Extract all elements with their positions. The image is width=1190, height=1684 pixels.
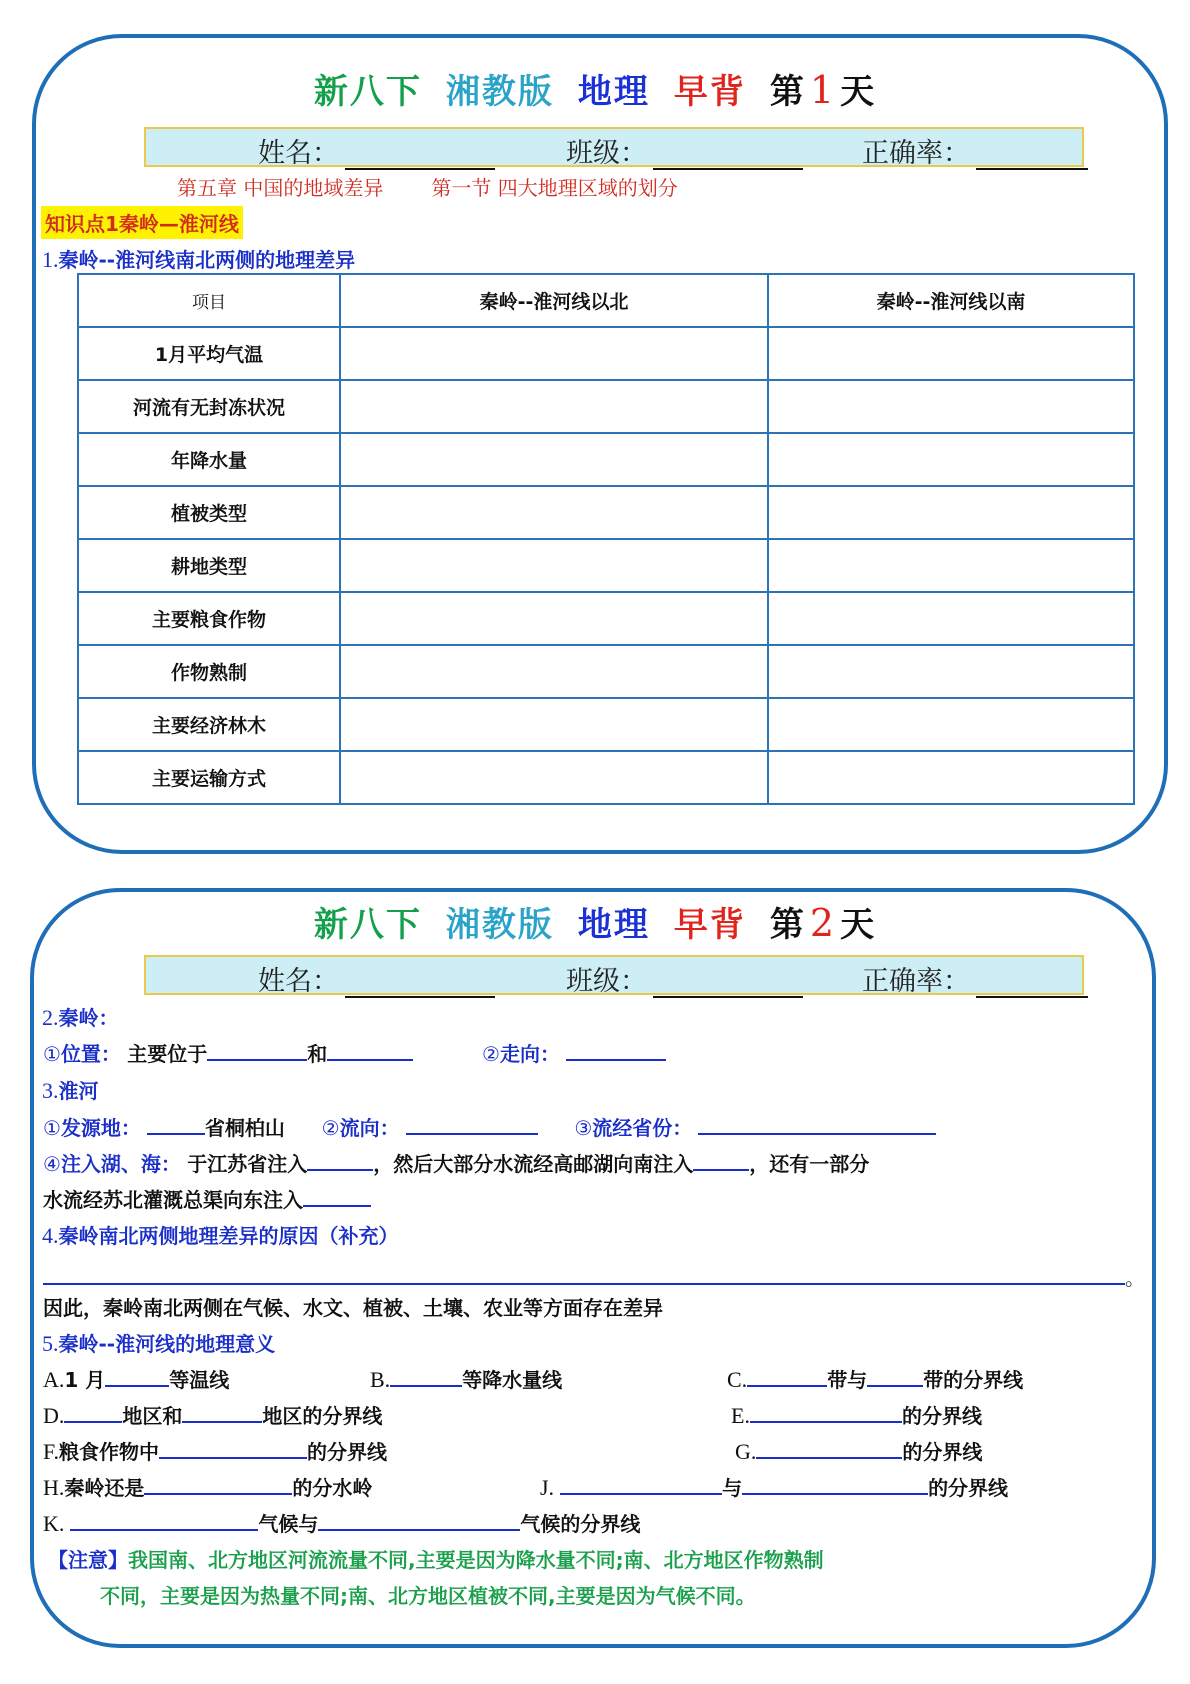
- q5-item-d: D. 地区和 地区的分界线: [43, 1403, 383, 1428]
- q4-conclusion: 因此，秦岭南北两侧在气候、水文、植被、土壤、农业等方面存在差异: [43, 1296, 663, 1320]
- blank[interactable]: [390, 1365, 462, 1387]
- answer-cell[interactable]: [340, 327, 768, 380]
- day2-name-bar: [144, 955, 1084, 995]
- blank[interactable]: [327, 1039, 413, 1061]
- note-line-2: 不同，主要是因为热量不同;南、北方地区植被不同,主要是因为气候不同。: [100, 1584, 756, 1608]
- blank[interactable]: [742, 1473, 928, 1495]
- table-row: [78, 751, 1134, 804]
- q5-item-c: C. 带与 带的分界线: [727, 1367, 1024, 1392]
- accuracy-field[interactable]: 正确率：: [862, 959, 1088, 998]
- q5-item-f: F.粮食作物中 的分界线: [43, 1439, 387, 1464]
- blank[interactable]: [318, 1509, 520, 1531]
- day2-title: [0, 897, 1190, 946]
- answer-cell[interactable]: [340, 698, 768, 751]
- q2-row: ①位置： 主要位于 和 ②走向：: [43, 1038, 666, 1067]
- row-label: 河流有无封冻状况: [78, 380, 340, 433]
- table-header: 秦岭--淮河线以南: [768, 274, 1134, 327]
- blank[interactable]: [43, 1263, 1125, 1285]
- title-grade: 新八下: [313, 905, 422, 945]
- title-di: 第: [769, 72, 806, 112]
- title-day-number: 1: [809, 68, 837, 112]
- name-field[interactable]: 姓名：: [258, 959, 495, 998]
- answer-cell[interactable]: [768, 592, 1134, 645]
- day1-name-bar: [144, 127, 1084, 167]
- blank[interactable]: [698, 1113, 936, 1135]
- answer-cell[interactable]: [768, 327, 1134, 380]
- blank[interactable]: [747, 1365, 827, 1387]
- table-header-row: [78, 274, 1134, 327]
- day1-title: [0, 64, 1190, 113]
- title-grade: 新八下: [313, 72, 422, 112]
- q5-item-j: J. 与 的分界线: [540, 1475, 1009, 1500]
- blank[interactable]: [105, 1365, 169, 1387]
- title-subject: 地理: [577, 905, 650, 945]
- title-edition: 湘教版: [445, 72, 554, 112]
- row-label: 主要经济林木: [78, 698, 340, 751]
- blank[interactable]: [70, 1509, 258, 1531]
- row-label: 1月平均气温: [78, 327, 340, 380]
- title-day-number: 2: [809, 901, 837, 945]
- north-south-difference-table: [77, 273, 1135, 805]
- blank[interactable]: [307, 1149, 373, 1171]
- blank[interactable]: [147, 1113, 205, 1135]
- table-header: 秦岭--淮河线以北: [340, 274, 768, 327]
- q3-source-row: ①发源地： 省桐柏山 ②流向： ③流经省份：: [43, 1112, 936, 1141]
- blank[interactable]: [406, 1113, 538, 1135]
- blank[interactable]: [750, 1401, 902, 1423]
- note-line-1: 【注意】我国南、北方地区河流流量不同,主要是因为降水量不同;南、北方地区作物熟制: [48, 1548, 824, 1572]
- q4-answer-line: 。: [43, 1262, 1145, 1291]
- blank[interactable]: [693, 1149, 749, 1171]
- answer-cell[interactable]: [340, 380, 768, 433]
- q3-inflow-row: ④注入湖、海： 于江苏省注入 ，然后大部分水流经高邮湖向南注入 ，还有一部分: [43, 1148, 869, 1177]
- question-1-heading: 1.秦岭--淮河线南北两侧的地理差异: [42, 247, 356, 272]
- table-row: [78, 645, 1134, 698]
- table-row: [78, 486, 1134, 539]
- blank[interactable]: [756, 1437, 902, 1459]
- blank[interactable]: [159, 1437, 307, 1459]
- q5-item-b: B. 等降水量线: [370, 1367, 563, 1392]
- title-edition: 湘教版: [445, 905, 554, 945]
- q3-inflow-row-2: 水流经苏北灌溉总渠向东注入: [43, 1184, 371, 1213]
- q5-item-h: H.秦岭还是 的分水岭: [43, 1475, 373, 1500]
- question-3-heading: 3.淮河: [42, 1078, 99, 1103]
- answer-cell[interactable]: [340, 486, 768, 539]
- table-row: [78, 380, 1134, 433]
- answer-cell[interactable]: [340, 645, 768, 698]
- row-label: 主要运输方式: [78, 751, 340, 804]
- blank[interactable]: [64, 1401, 122, 1423]
- answer-cell[interactable]: [340, 592, 768, 645]
- answer-cell[interactable]: [340, 751, 768, 804]
- title-subject: 地理: [577, 72, 650, 112]
- blank[interactable]: [867, 1365, 923, 1387]
- title-morning: 早背: [673, 905, 746, 945]
- blank[interactable]: [182, 1401, 262, 1423]
- answer-cell[interactable]: [340, 433, 768, 486]
- circled-number-1: ①: [43, 1042, 61, 1066]
- table-row: [78, 698, 1134, 751]
- title-tian: 天: [840, 905, 877, 945]
- blank[interactable]: [560, 1473, 722, 1495]
- chapter-heading: 第五章 中国的地域差异 第一节 四大地理区域的划分: [177, 176, 678, 200]
- title-di: 第: [769, 905, 806, 945]
- table-row: [78, 327, 1134, 380]
- q5-item-a: A.1 月 等温线: [43, 1367, 230, 1392]
- table-row: [78, 539, 1134, 592]
- circled-number-2: ②: [482, 1042, 500, 1066]
- knowledge-point-label: 知识点1秦岭—淮河线: [41, 206, 243, 239]
- answer-cell[interactable]: [768, 539, 1134, 592]
- question-5-heading: 5.秦岭--淮河线的地理意义: [42, 1331, 276, 1356]
- row-label: 植被类型: [78, 486, 340, 539]
- row-label: 主要粮食作物: [78, 592, 340, 645]
- answer-cell[interactable]: [768, 698, 1134, 751]
- table-header: 项目: [78, 274, 340, 327]
- answer-cell[interactable]: [768, 380, 1134, 433]
- question-4-heading: 4.秦岭南北两侧地理差异的原因（补充）: [42, 1223, 399, 1248]
- blank[interactable]: [144, 1473, 292, 1495]
- answer-cell[interactable]: [768, 751, 1134, 804]
- blank[interactable]: [303, 1185, 371, 1207]
- q5-item-g: G. 的分界线: [735, 1439, 983, 1464]
- answer-cell[interactable]: [768, 645, 1134, 698]
- row-label: 作物熟制: [78, 645, 340, 698]
- class-field[interactable]: 班级：: [566, 131, 803, 170]
- class-field[interactable]: 班级：: [566, 959, 803, 998]
- answer-cell[interactable]: [768, 486, 1134, 539]
- row-label: 耕地类型: [78, 539, 340, 592]
- title-tian: 天: [840, 72, 877, 112]
- blank[interactable]: [566, 1039, 666, 1061]
- q5-item-e: E. 的分界线: [731, 1403, 982, 1428]
- blank[interactable]: [207, 1039, 307, 1061]
- question-2-heading: 2.秦岭：: [42, 1005, 119, 1030]
- row-label: 年降水量: [78, 433, 340, 486]
- q5-item-k: K. 气候与 气候的分界线: [43, 1511, 641, 1536]
- accuracy-field[interactable]: 正确率：: [862, 131, 1088, 170]
- table-row: [78, 433, 1134, 486]
- title-morning: 早背: [673, 72, 746, 112]
- name-field[interactable]: 姓名：: [258, 131, 495, 170]
- answer-cell[interactable]: [340, 539, 768, 592]
- answer-cell[interactable]: [768, 433, 1134, 486]
- table-row: [78, 592, 1134, 645]
